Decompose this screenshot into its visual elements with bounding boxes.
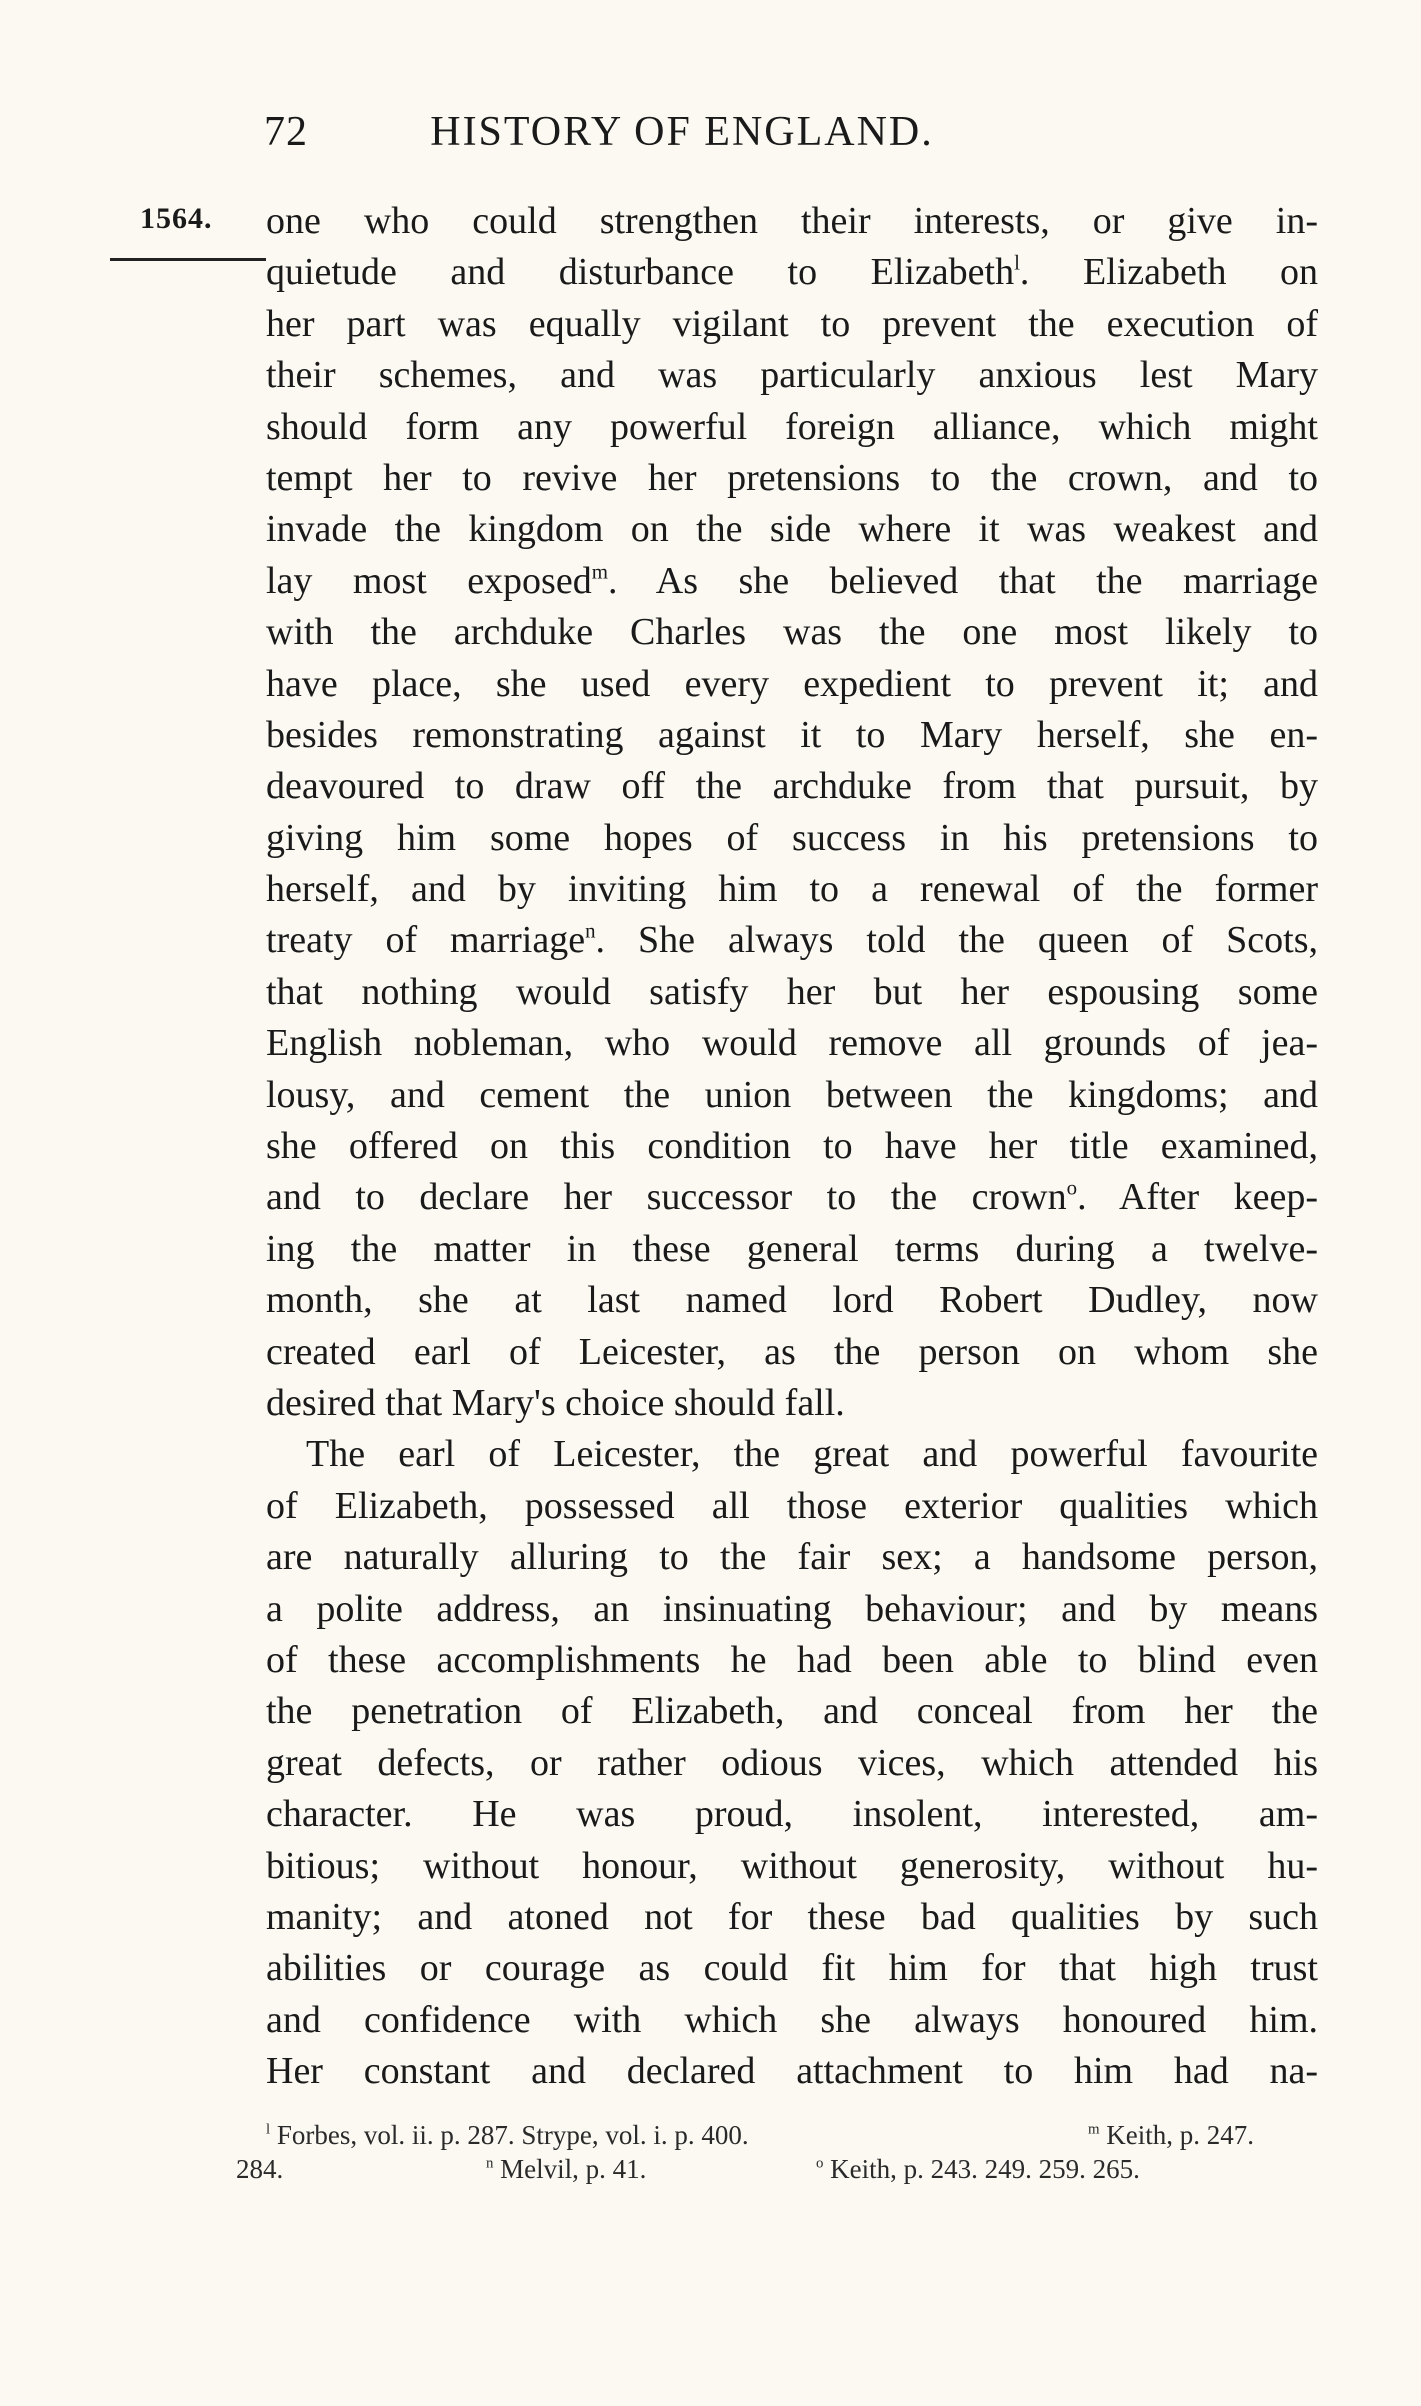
margin-rule — [110, 258, 266, 261]
text-line: with the archduke Charles was the one most likely to — [266, 611, 1318, 654]
text-line: and to declare her successor to the crown$^o$. After keep- — [266, 1175, 1319, 1219]
text-line: should form any powerful foreign alliance, which might — [266, 405, 1318, 448]
text-line: tempt her to revive her pretensions to the crown, and to — [266, 456, 1318, 499]
running-head — [262, 108, 1102, 168]
text-line: lousy, and cement the union between the kingdoms; and — [266, 1073, 1318, 1116]
text-line: manity; and atoned not for these bad qualities by such — [266, 1895, 1318, 1938]
footnote-ref-m: m — [591, 559, 608, 584]
footnote-ref-o: o — [1066, 1175, 1078, 1200]
text-line: lay most exposed$^m$. As she believed that the marriage — [266, 559, 1318, 602]
text-line: ing the matter in these general terms during a twelve- — [266, 1227, 1318, 1270]
text-line: invade the kingdom on the side where it was weakest and — [266, 508, 1318, 551]
footnote-line — [236, 2152, 1318, 2186]
body-text — [266, 196, 1318, 2097]
running-title: HISTORY OF ENGLAND. — [430, 109, 934, 155]
page-number: 72 — [264, 109, 308, 155]
text-line: The earl of Leicester, the great and powerful favourite — [306, 1433, 1318, 1476]
text-line: giving him some hopes of success in his pretensions to — [266, 816, 1318, 859]
text-line: the penetration of Elizabeth, and conceal from her the — [266, 1690, 1318, 1733]
text-line: abilities or courage as could fit him for that high trust — [266, 1947, 1318, 1990]
footnote-n: $^n$ Melvil, p. 41. — [486, 2154, 647, 2184]
text-line: English nobleman, who would remove all grounds of jea- — [266, 1022, 1318, 1065]
text-line: Her constant and declared attachment to him had na- — [266, 2050, 1318, 2093]
text-line: a polite address, an insinuating behaviour; and by means — [266, 1587, 1318, 1630]
footnote-m-continued: 284. — [236, 2154, 284, 2184]
text-line: are naturally alluring to the fair sex; a handsome person, — [266, 1536, 1318, 1579]
text-line: month, she at last named lord Robert Dudley, now — [266, 1279, 1318, 1322]
text-line: her part was equally vigilant to prevent the execution of — [266, 302, 1318, 345]
text-line: one who could strengthen their interests, or give in- — [266, 200, 1318, 242]
text-line: their schemes, and was particularly anxious lest Mary — [266, 354, 1318, 397]
footnote-l: $^l$ Forbes, vol. ii. p. 287. Strype, vol. i. p. 400. — [266, 2120, 749, 2150]
text-line: deavoured to draw off the archduke from that pursuit, by — [266, 765, 1318, 808]
text-line: have place, she used every expedient to prevent it; and — [266, 662, 1318, 705]
text-line: character. He was proud, insolent, interested, am- — [266, 1793, 1318, 1836]
footnotes — [236, 2118, 1318, 2186]
text-line: of these accomplishments he had been able to blind even — [266, 1638, 1318, 1681]
footnote-line — [236, 2118, 1318, 2152]
text-line: quietude and disturbance to Elizabeth$^l$. Elizabeth on — [266, 250, 1318, 294]
text-line: bitious; without honour, without generosity, without hu- — [266, 1844, 1318, 1887]
footnote-o: $^o$ Keith, p. 243. 249. 259. 265. — [816, 2154, 1140, 2184]
text-line: treaty of marriage$^n$. She always told the queen of Scots, — [266, 918, 1318, 962]
text-line: she offered on this condition to have her title examined, — [266, 1125, 1318, 1168]
text-line: besides remonstrating against it to Mary herself, she en- — [266, 713, 1318, 756]
text-line: great defects, or rather odious vices, which attended his — [266, 1741, 1318, 1784]
text-line: desired that Mary's choice should fall. — [266, 1381, 845, 1424]
text-line: created earl of Leicester, as the person on whom she — [266, 1330, 1318, 1373]
footnote-ref-l: l — [1014, 250, 1020, 275]
footnote-m: $^m$ Keith, p. 247. — [1088, 2120, 1255, 2150]
text-line: that nothing would satisfy her but her espousing some — [266, 970, 1318, 1013]
footnote-ref-n: n — [585, 918, 596, 943]
text-line: herself, and by inviting him to a renewal of the former — [266, 868, 1318, 911]
text-line: of Elizabeth, possessed all those exterior qualities which — [266, 1484, 1318, 1527]
margin-year: 1564. — [140, 202, 213, 235]
text-line: and confidence with which she always honoured him. — [266, 1998, 1318, 2041]
